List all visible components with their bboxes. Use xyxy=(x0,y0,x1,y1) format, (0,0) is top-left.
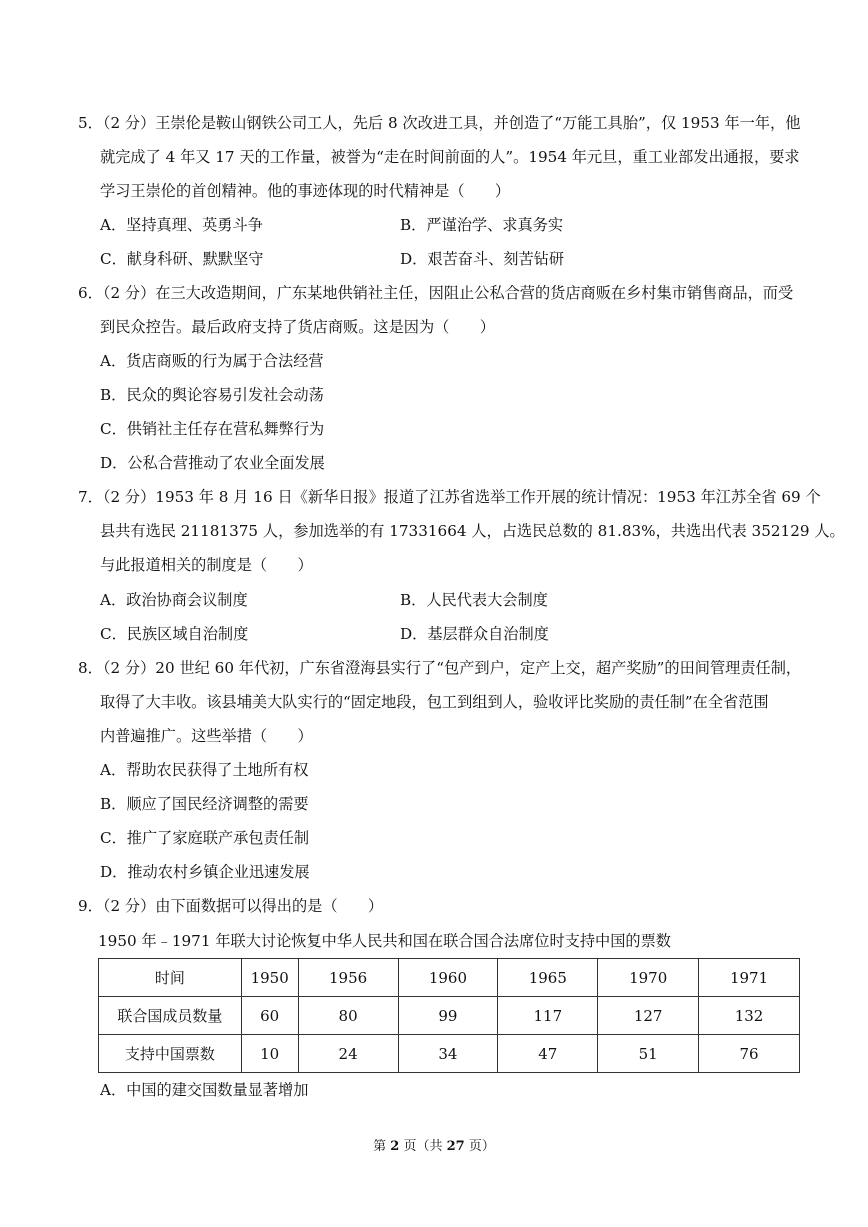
table-header-cell: 1960 xyxy=(398,959,498,997)
q9-stem: 9．（2 分）由下面数据可以得出的是（ ） xyxy=(78,897,384,915)
footer-total-pages: 27 xyxy=(446,1139,465,1154)
q8-option-a: A．帮助农民获得了土地所有权 xyxy=(100,761,309,779)
q6-option-d: D．公私合营推动了农业全面发展 xyxy=(100,454,325,472)
q7-option-b: B．人民代表大会制度 xyxy=(400,591,548,609)
q6-option-c: C．供销社主任存在营私舞弊行为 xyxy=(100,420,325,438)
table-cell: 联合国成员数量 xyxy=(99,997,242,1035)
table-cell: 10 xyxy=(241,1035,298,1073)
table-header-cell: 1965 xyxy=(498,959,598,997)
table-header-cell: 1970 xyxy=(598,959,699,997)
q7-stem-line-2: 县共有选民 21181375 人，参加选举的有 17331664 人，占选民总数的 81.83%，共选出代表 352129 人。 xyxy=(100,522,845,540)
table-cell: 132 xyxy=(699,997,800,1035)
q9-table-title: 1950 年﹣1971 年联大讨论恢复中华人民共和国在联合国合法席位时支持中国的票数 xyxy=(98,932,671,950)
table-header-cell: 1956 xyxy=(298,959,398,997)
q7-stem-line-3: 与此报道相关的制度是（ ） xyxy=(100,556,313,574)
q7-option-a: A．政治协商会议制度 xyxy=(100,591,248,609)
table-cell: 99 xyxy=(398,997,498,1035)
q5-stem-line-2: 就完成了 4 年又 17 天的工作量，被誉为“走在时间前面的人”。1954 年元旦，重工业部发出通报，要求 xyxy=(100,148,800,166)
q9-option-a: A．中国的建交国数量显著增加 xyxy=(100,1081,309,1099)
q8-option-b: B．顺应了国民经济调整的需要 xyxy=(100,795,309,813)
table-row xyxy=(99,1035,800,1073)
q5-option-b: B．严谨治学、求真务实 xyxy=(400,216,564,234)
table-cell: 80 xyxy=(298,997,398,1035)
q6-option-a: A．货店商贩的行为属于合法经营 xyxy=(100,352,324,370)
table-header-cell: 1950 xyxy=(241,959,298,997)
q6-option-b: B．民众的舆论容易引发社会动荡 xyxy=(100,386,324,404)
q8-stem-line-3: 内普遍推广。这些举措（ ） xyxy=(100,727,313,745)
q5-option-c: C．献身科研、默默坚守 xyxy=(100,250,264,268)
table-cell: 76 xyxy=(699,1035,800,1073)
footer-prefix: 第 xyxy=(373,1139,391,1154)
table-cell: 60 xyxy=(241,997,298,1035)
table-header-cell: 1971 xyxy=(699,959,800,997)
table-cell: 117 xyxy=(498,997,598,1035)
q8-option-d: D．推动农村乡镇企业迅速发展 xyxy=(100,863,310,881)
page-footer xyxy=(0,1138,868,1156)
footer-suffix: 页） xyxy=(464,1139,495,1154)
table-cell: 127 xyxy=(598,997,699,1035)
table-cell: 34 xyxy=(398,1035,498,1073)
q5-stem-line-1: 5．（2 分）王崇伦是鞍山钢铁公司工人，先后 8 次改进工具，并创造了“万能工具胎”，仅 1953 年一年，他 xyxy=(78,114,801,132)
q8-option-c: C．推广了家庭联产承包责任制 xyxy=(100,829,310,847)
q7-stem-line-1: 7．（2 分）1953 年 8 月 16 日《新华日报》报道了江苏省选举工作开展的统计情况：1953 年江苏全省 69 个 xyxy=(78,488,821,506)
table-row xyxy=(99,997,800,1035)
q6-stem-line-2: 到民众控告。最后政府支持了货店商贩。这是因为（ ） xyxy=(100,318,495,336)
q8-stem-line-1: 8．（2 分）20 世纪 60 年代初，广东省澄海县实行了“包产到户，定产上交，超产奖励”的田间管理责任制， xyxy=(78,659,802,677)
q7-option-d: D．基层群众自治制度 xyxy=(400,625,549,643)
footer-page-number: 2 xyxy=(390,1139,400,1154)
q5-option-d: D．艰苦奋斗、刻苦钻研 xyxy=(400,250,565,268)
q8-stem-line-2: 取得了大丰收。该县埔美大队实行的“固定地段，包工到组到人，验收评比奖励的责任制”在全省范围 xyxy=(100,693,769,711)
q6-stem-line-1: 6．（2 分）在三大改造期间，广东某地供销社主任，因阻止公私合营的货店商贩在乡村集市销售商品，而受 xyxy=(78,284,794,302)
votes-table xyxy=(98,958,800,1073)
table-header-cell: 时间 xyxy=(99,959,242,997)
q7-option-c: C．民族区域自治制度 xyxy=(100,625,249,643)
footer-middle: 页（共 xyxy=(399,1139,447,1154)
q5-option-a: A．坚持真理、英勇斗争 xyxy=(100,216,263,234)
table-cell: 51 xyxy=(598,1035,699,1073)
table-cell: 47 xyxy=(498,1035,598,1073)
q5-stem-line-3: 学习王崇伦的首创精神。他的事迹体现的时代精神是（ ） xyxy=(100,182,511,200)
table-header-row xyxy=(99,959,800,997)
table-cell: 支持中国票数 xyxy=(99,1035,242,1073)
table-cell: 24 xyxy=(298,1035,398,1073)
